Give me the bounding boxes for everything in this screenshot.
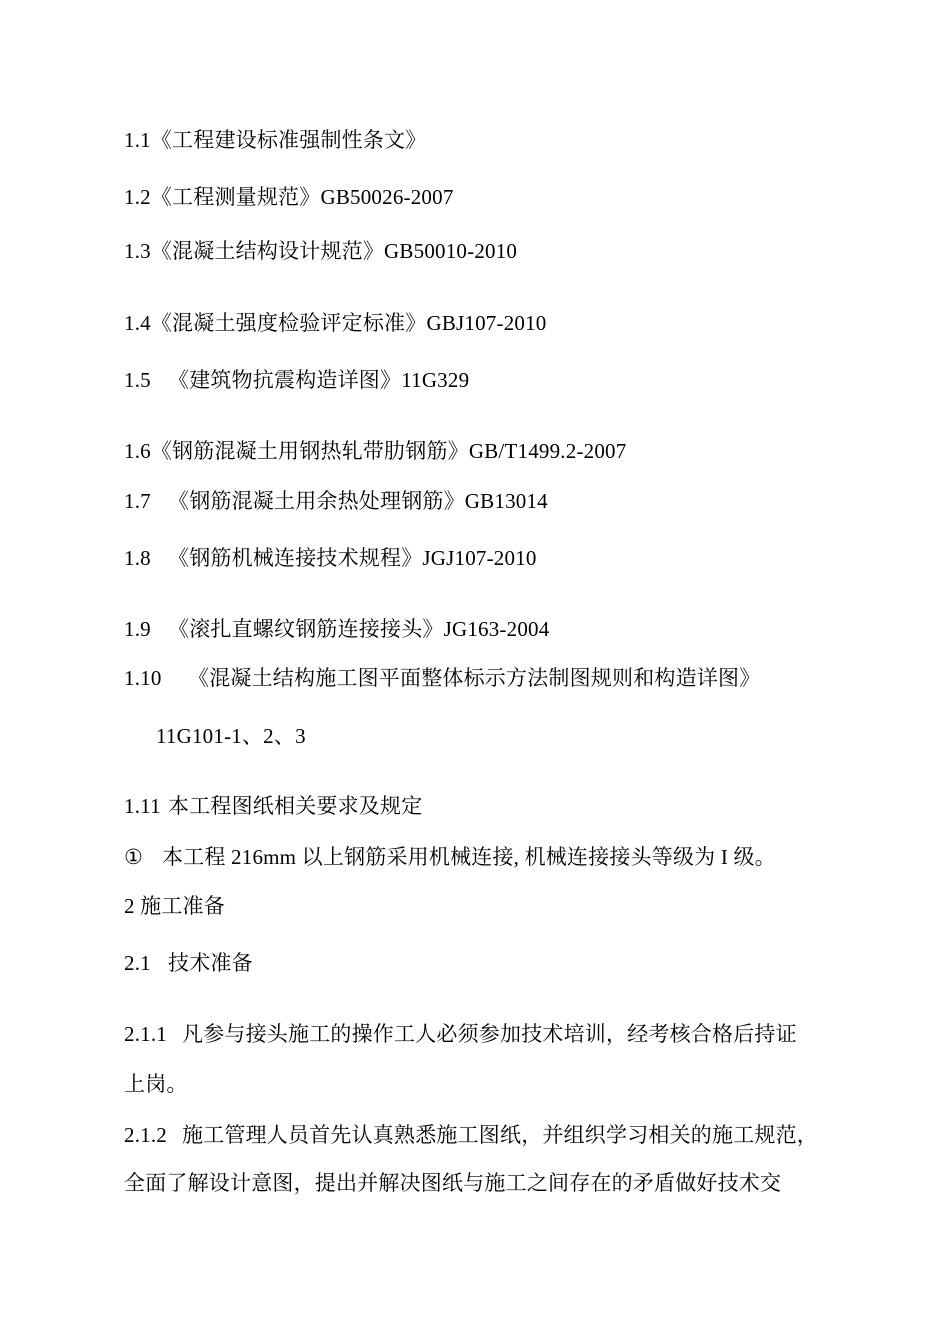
item-text: 《工程测量规范》GB50026-2007 — [150, 185, 454, 209]
item-number: 1.4 — [124, 311, 151, 335]
item-text: 《混凝土结构施工图平面整体标示方法制图规则和构造详图》 — [188, 666, 761, 690]
item-text: 技术准备 — [168, 951, 253, 975]
reference-1-6 — [124, 437, 626, 465]
item-text: 凡参与接头施工的操作工人必须参加技术培训，经考核合格后持证 — [182, 1022, 797, 1046]
item-number: 1.1 — [124, 128, 151, 152]
item-text: 《建筑物抗震构造详图》11G329 — [168, 368, 470, 392]
item-text: 《钢筋机械连接技术规程》JGJ107-2010 — [168, 546, 537, 570]
item-number: 2.1 — [124, 951, 151, 975]
item-number: 1.5 — [124, 368, 151, 392]
reference-1-5 — [124, 366, 469, 394]
item-text: 《钢筋混凝土用钢热轧带肋钢筋》GB/T1499.2-2007 — [150, 439, 627, 463]
item-text: 《混凝土结构设计规范》GB50010-2010 — [150, 239, 518, 263]
item-text: 施工管理人员首先认真熟悉施工图纸，并组织学习相关的施工规范， — [182, 1123, 818, 1147]
paragraph-2-1-2-continuation — [124, 1169, 781, 1197]
item-text: 《钢筋混凝土用余热处理钢筋》GB13014 — [168, 489, 548, 513]
section-title: 2 施工准备 — [124, 894, 225, 918]
item-number: 1.2 — [124, 185, 151, 209]
reference-1-8 — [124, 544, 537, 572]
item-text: 本工程图纸相关要求及规定 — [168, 794, 423, 818]
reference-1-4 — [124, 309, 547, 337]
paragraph-2-1-1-continuation — [124, 1070, 188, 1098]
reference-1-2 — [124, 183, 454, 211]
item-number: 1.9 — [124, 617, 151, 641]
item-number: 1.6 — [124, 439, 151, 463]
item-number: 1.8 — [124, 546, 151, 570]
paragraph-2-1-1 — [124, 1020, 797, 1048]
item-text: 11G101-1、2、3 — [156, 724, 306, 748]
reference-1-10-continuation — [156, 722, 306, 750]
section-heading-2-1 — [124, 949, 253, 977]
item-text: 《滚扎直螺纹钢筋连接接头》JG163-2004 — [168, 617, 550, 641]
section-heading-2 — [124, 892, 225, 920]
item-number: 1.7 — [124, 489, 151, 513]
item-number: 2.1.2 — [124, 1123, 167, 1147]
circled-number: ① — [124, 845, 144, 869]
item-number: 2.1.1 — [124, 1022, 167, 1046]
reference-1-7 — [124, 487, 548, 515]
item-text: 《混凝土强度检验评定标准》GBJ107-2010 — [150, 311, 547, 335]
reference-1-10 — [124, 664, 760, 692]
reference-1-11 — [124, 792, 422, 820]
item-number: 1.3 — [124, 239, 151, 263]
reference-1-9 — [124, 615, 549, 643]
item-text: 上岗。 — [124, 1072, 188, 1096]
item-text: 全面了解设计意图，提出并解决图纸与施工之间存在的矛盾做好技术交 — [124, 1171, 782, 1195]
paragraph-2-1-2 — [124, 1121, 818, 1149]
reference-1-1 — [124, 126, 426, 154]
requirement-item-1 — [124, 843, 776, 871]
item-text: 本工程 216mm 以上钢筋采用机械连接, 机械连接接头等级为 I 级。 — [162, 845, 776, 869]
item-text: 《工程建设标准强制性条文》 — [150, 128, 427, 152]
item-number: 1.11 — [124, 794, 161, 818]
item-number: 1.10 — [124, 666, 162, 690]
reference-1-3 — [124, 237, 517, 265]
